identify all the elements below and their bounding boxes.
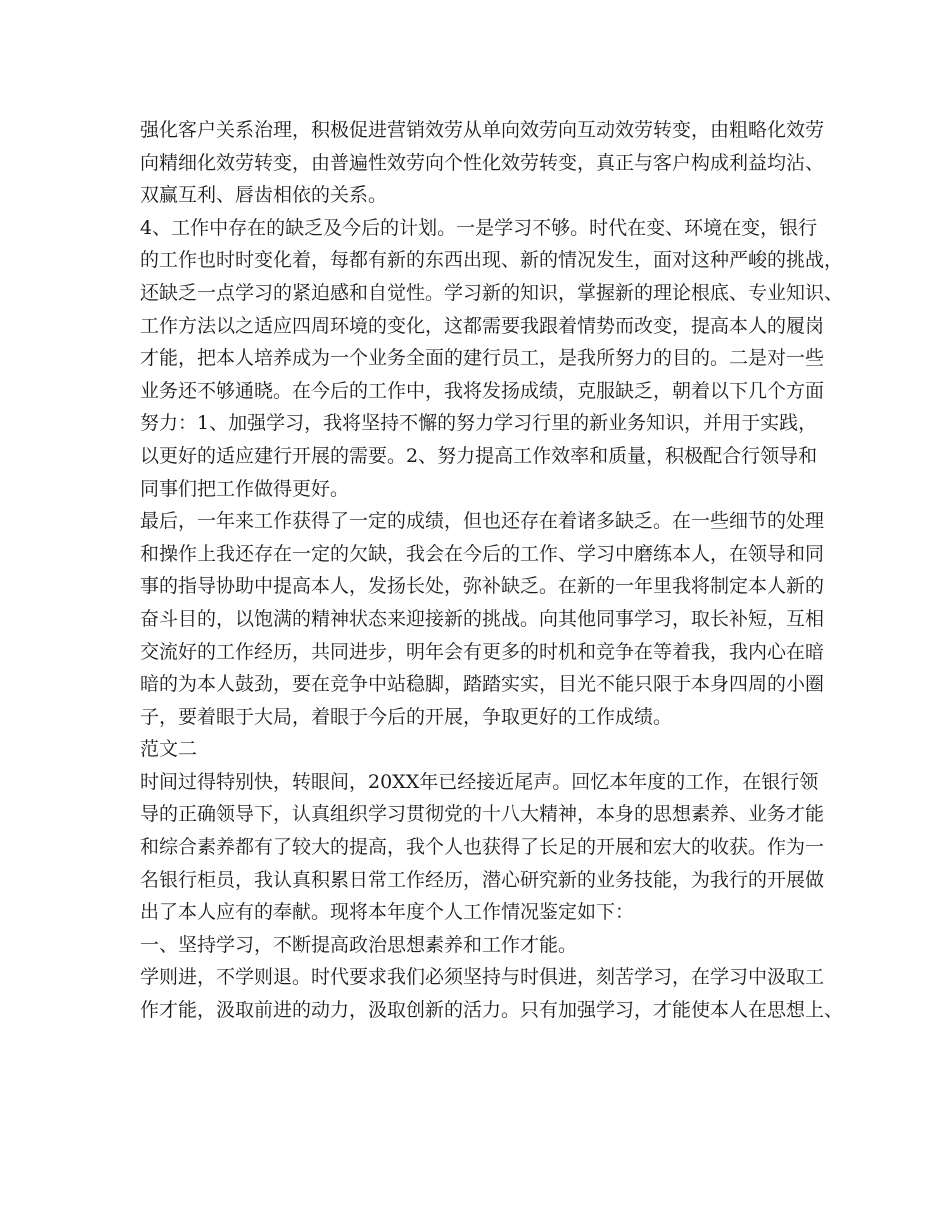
text-line: 和操作上我还存在一定的欠缺，我会在今后的工作、学习中磨练本人，在领导和同 xyxy=(140,542,825,565)
text-line: 的工作也时时变化着，每都有新的东西出现、新的情况发生，面对这种严峻的挑战， xyxy=(140,249,844,272)
text-line: 事的指导协助中提高本人，发扬长处，弥补缺乏。在新的一年里我将制定本人新的 xyxy=(140,575,825,598)
text-line: 4、工作中存在的缺乏及今后的计划。一是学习不够。时代在变、环境在变，银行 xyxy=(140,216,818,239)
text-line: 强化客户关系治理，积极促进营销效劳从单向效劳向互动效劳转变，由粗略化效劳 xyxy=(140,119,825,141)
text-line: 同事们把工作做得更好。 xyxy=(140,477,350,500)
section-heading: 范文二 xyxy=(140,738,198,761)
text-line: 努力：1、加强学习，我将坚持不懈的努力学习行里的新业务知识，并用于实践， xyxy=(140,412,818,435)
section-heading: 一、坚持学习，不断提高政治思想素养和工作才能。 xyxy=(140,933,578,956)
text-line: 最后，一年来工作获得了一定的成绩，但也还存在着诸多缺乏。在一些细节的处理 xyxy=(140,510,825,533)
text-line: 工作方法以之适应四周环境的变化，这都需要我跟着情势而改变，提高本人的履岗 xyxy=(140,314,825,337)
text-line: 业务还不够通晓。在今后的工作中，我将发扬成绩，克服缺乏，朝着以下几个方面 xyxy=(140,379,825,402)
text-line: 交流好的工作经历，共同进步，明年会有更多的时机和竞争在等着我，我内心在暗 xyxy=(140,640,825,663)
document-body xyxy=(140,114,844,1027)
text-line: 子，要着眼于大局，着眼于今后的开展，争取更好的工作成绩。 xyxy=(140,705,673,728)
text-line: 名银行柜员，我认真积累日常工作经历，潜心研究新的业务技能，为我行的开展做 xyxy=(140,868,825,891)
text-line: 才能，把本人培养成为一个业务全面的建行员工，是我所努力的目的。二是对一些 xyxy=(140,347,825,370)
text-line: 以更好的适应建行开展的需要。2、努力提高工作效率和质量，积极配合行领导和 xyxy=(140,444,818,467)
text-line: 向精细化效劳转变，由普遍性效劳向个性化效劳转变，真正与客户构成利益均沾、 xyxy=(140,151,825,174)
text-line: 和综合素养都有了较大的提高，我个人也获得了长足的开展和宏大的收获。作为一 xyxy=(140,836,825,859)
text-line: 奋斗目的，以饱满的精神状态来迎接新的挑战。向其他同事学习，取长补短，互相 xyxy=(140,607,825,630)
text-line: 暗的为本人鼓劲，要在竞争中站稳脚，踏踏实实，目光不能只限于本身四周的小圈 xyxy=(140,673,825,696)
text-line: 还缺乏一点学习的紧迫感和自觉性。学习新的知识，掌握新的理论根底、专业知识、 xyxy=(140,281,844,304)
text-line: 双赢互利、唇齿相依的关系。 xyxy=(140,184,388,207)
text-line: 学则进，不学则退。时代要求我们必须坚持与时俱进，刻苦学习，在学习中汲取工 xyxy=(140,966,825,989)
text-line: 作才能，汲取前进的动力，汲取创新的活力。只有加强学习，才能使本人在思想上、 xyxy=(140,999,844,1022)
text-line: 时间过得特别快，转眼间，20XX年已经接近尾声。回忆本年度的工作，在银行领 xyxy=(140,770,819,793)
text-line: 出了本人应有的奉献。现将本年度个人工作情况鉴定如下： xyxy=(140,901,635,924)
text-line: 导的正确领导下，认真组织学习贯彻党的十八大精神，本身的思想素养、业务才能 xyxy=(140,803,825,826)
